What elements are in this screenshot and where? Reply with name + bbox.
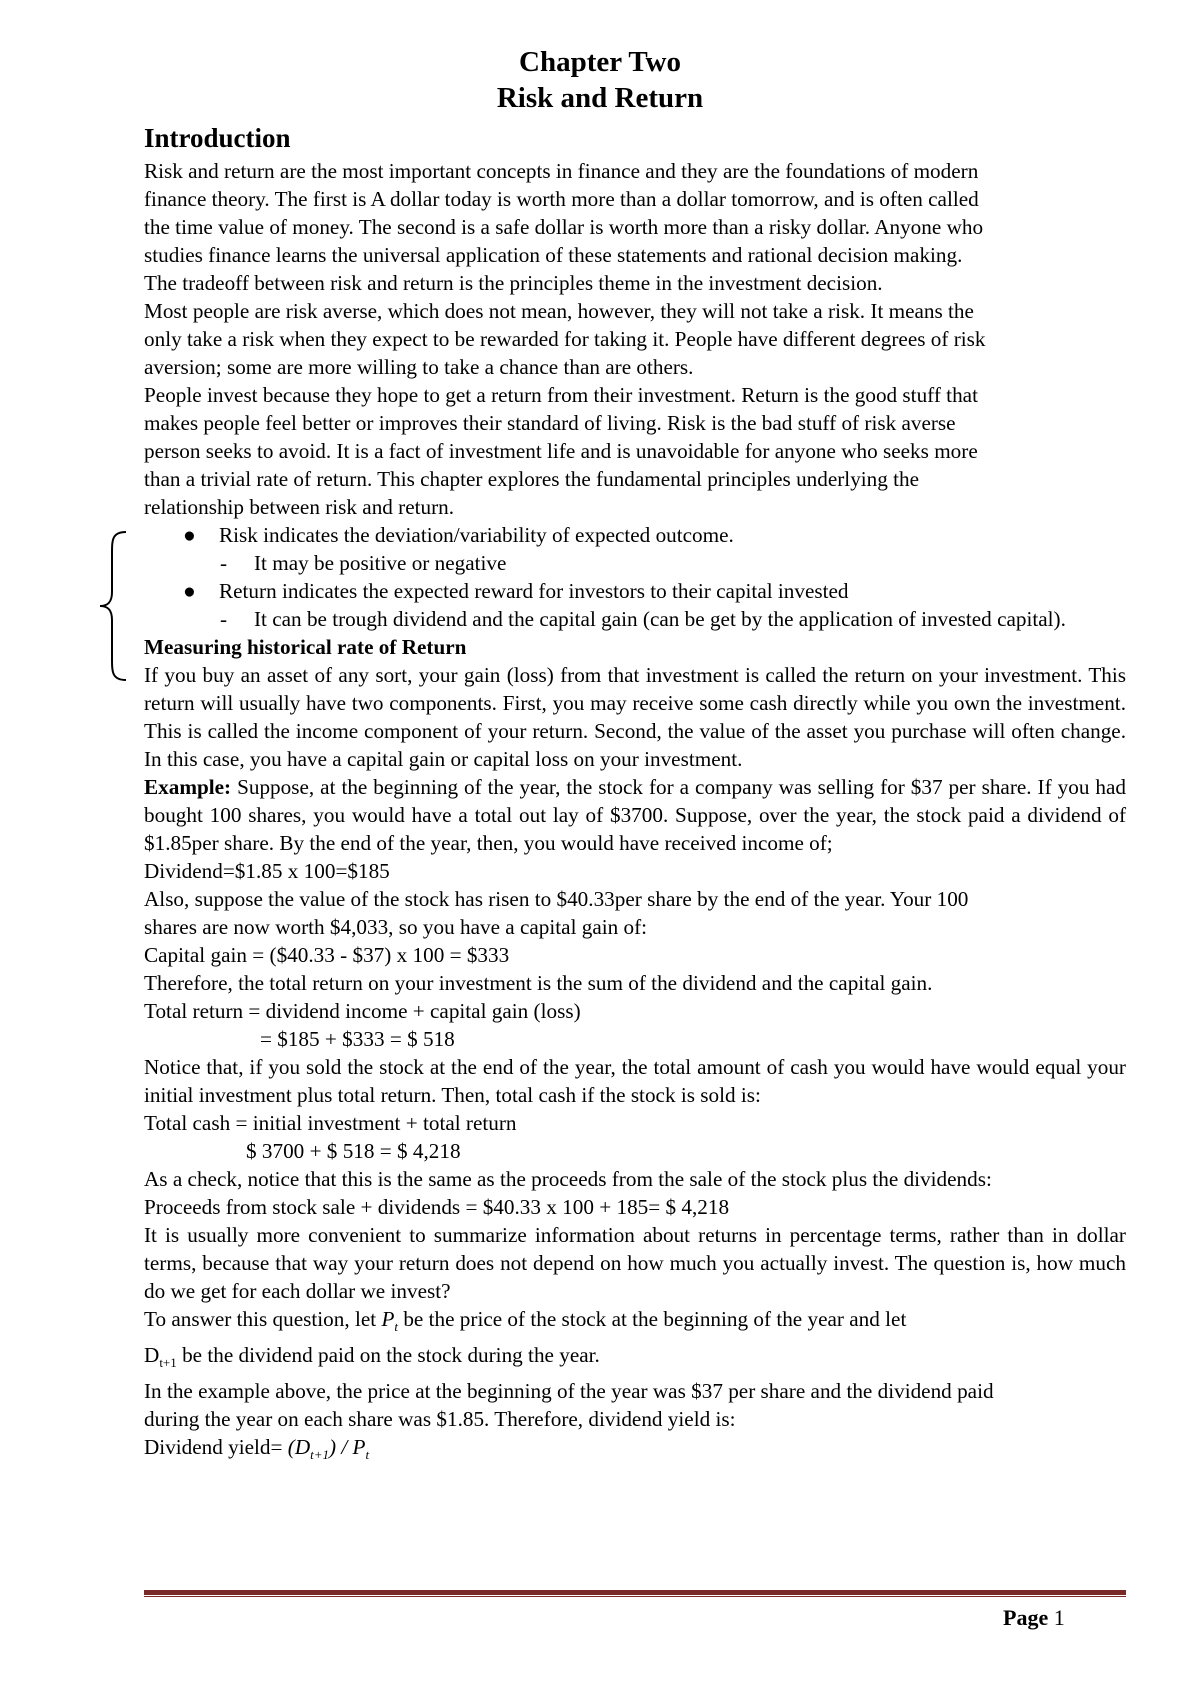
sub-bullet-text: It can be trough dividend and the capital gain (can be get by the application of invested capital). xyxy=(254,607,1066,631)
dividend-yield-line xyxy=(144,1433,1126,1469)
total-cash-value: $ 3700 + $ 518 = $ 4,218 xyxy=(246,1139,461,1163)
example-label: Example: xyxy=(144,775,232,799)
page-number xyxy=(1003,1605,1065,1631)
intro-line: person seeks to avoid. It is a fact of investment life and is unavoidable for anyone who seeks more xyxy=(144,439,978,463)
measuring-heading: Measuring historical rate of Return xyxy=(144,635,467,659)
intro-line: the time value of money. The second is a safe dollar is worth more than a risky dollar. Anyone who xyxy=(144,215,984,239)
convenient-paragraph: It is usually more convenient to summarize information about returns in percentage terms, rather than in dollar terms, because that way your return does not depend on how much you actually invest. The question is, how much do we get for each dollar we invest? xyxy=(144,1223,1126,1303)
chapter-subtitle: Risk and Return xyxy=(496,82,704,114)
bullet-text: Return indicates the expected reward for investors to their capital invested xyxy=(219,579,849,603)
total-return-line: Total return = dividend income + capital gain (loss) xyxy=(144,999,581,1023)
answer-line xyxy=(144,1305,1126,1341)
formula-part: (D xyxy=(287,1435,311,1460)
intro-heading: Introduction xyxy=(144,123,291,153)
intro-line: finance theory. The first is A dollar today is worth more than a dollar tomorrow, and is often called xyxy=(144,187,979,211)
bullet-dot-icon: ● xyxy=(183,579,196,603)
dividend-yield-formula xyxy=(287,1435,370,1463)
dividend-definition-line xyxy=(144,1341,1126,1377)
check-line: As a check, notice that this is the same as the proceeds from the sale of the stock plus the dividends: xyxy=(144,1167,992,1191)
intro-line: Most people are risk averse, which does not mean, however, they will not take a risk. It means the xyxy=(144,299,974,323)
dash-icon: - xyxy=(220,607,228,631)
total-return-value: = $185 + $333 = $ 518 xyxy=(260,1027,455,1051)
dividend-symbol-sub: t+1 xyxy=(159,1355,177,1371)
total-cash-line: Total cash = initial investment + total return xyxy=(144,1111,517,1135)
sub-bullet-text: It may be positive or negative xyxy=(254,551,507,575)
dash-icon: - xyxy=(220,551,228,575)
page-label: Page xyxy=(1003,1605,1049,1630)
example-text: Suppose, at the beginning of the year, the stock for a company was selling for $37 per share. If you had bought 100 shares, you would have a total out lay of $3700. Suppose, over the year, the stock paid a dividend of $1.85per share. By the end of the year, then, you would have received income of; xyxy=(144,775,1126,855)
answer-text-b: be the price of the stock at the beginning of the year and let xyxy=(398,1307,907,1331)
bullet-item xyxy=(144,577,1126,605)
formula-sub: t+1 xyxy=(310,1447,330,1463)
curly-brace-icon xyxy=(96,530,136,682)
proceeds-line: Proceeds from stock sale + dividends = $40.33 x 100 + 185= $ 4,218 xyxy=(144,1195,730,1219)
bullet-dot-icon: ● xyxy=(183,523,196,547)
notice-paragraph: Notice that, if you sold the stock at the end of the year, the total amount of cash you would have would equal your initial investment plus total return. Then, total cash if the stock is sold is: xyxy=(144,1055,1126,1107)
bullet-list xyxy=(144,521,1126,633)
bullet-text: Risk indicates the deviation/variability of expected outcome. xyxy=(219,523,734,547)
bullet-item xyxy=(144,521,1126,549)
formula-part: ) / P xyxy=(329,1435,366,1460)
also-line: Also, suppose the value of the stock has risen to $40.33per share by the end of the year. Your 100 xyxy=(144,887,969,911)
dividend-definition-text: be the dividend paid on the stock during the year. xyxy=(176,1343,600,1368)
capital-gain-line: Capital gain = ($40.33 - $37) x 100 = $333 xyxy=(144,943,510,967)
example-paragraph xyxy=(144,773,1126,857)
intro-line: aversion; some are more willing to take a chance than are others. xyxy=(144,355,694,379)
measuring-paragraph: If you buy an asset of any sort, your gain (loss) from that investment is called the return on your investment. This return will usually have two components. First, you may receive some cash directly while you own the investment. This is called the income component of your return. Second, the value of the asset you purchase will often change. In this case, you have a capital gain or capital loss on your investment. xyxy=(144,663,1126,771)
example-above-line: during the year on each share was $1.85. Therefore, dividend yield is: xyxy=(144,1407,736,1432)
intro-line: The tradeoff between risk and return is the principles theme in the investment decision. xyxy=(144,271,883,295)
intro-line: Risk and return are the most important concepts in finance and they are the foundations of modern xyxy=(144,159,979,183)
intro-line: relationship between risk and return. xyxy=(144,495,455,519)
price-symbol-letter: P xyxy=(381,1307,395,1331)
intro-line: People invest because they hope to get a return from their investment. Return is the good stuff that xyxy=(144,383,978,407)
dividend-line: Dividend=$1.85 x 100=$185 xyxy=(144,859,390,883)
also-line: shares are now worth $4,033, so you have a capital gain of: xyxy=(144,915,648,939)
footer-rule-thin xyxy=(144,1596,1126,1597)
answer-text-a: To answer this question, let xyxy=(144,1307,382,1331)
intro-line: than a trivial rate of return. This chapter explores the fundamental principles underlying the xyxy=(144,467,920,491)
dividend-symbol: D xyxy=(144,1343,160,1368)
intro-section xyxy=(144,157,1126,1470)
sub-bullet-item xyxy=(144,605,1126,633)
intro-line: only take a risk when they expect to be rewarded for taking it. People have different degrees of risk xyxy=(144,327,986,351)
footer-rule xyxy=(144,1590,1126,1595)
price-symbol-sub: t xyxy=(394,1319,399,1335)
page-number-value: 1 xyxy=(1053,1605,1065,1630)
intro-line: studies finance learns the universal application of these statements and rational decision making. xyxy=(144,243,963,267)
intro-line: makes people feel better or improves their standard of living. Risk is the bad stuff of risk averse xyxy=(144,411,956,435)
chapter-title: Chapter Two xyxy=(519,46,681,78)
price-symbol xyxy=(381,1307,399,1335)
example-above-line: In the example above, the price at the beginning of the year was $37 per share and the dividend paid xyxy=(144,1379,994,1404)
formula-sub: t xyxy=(365,1447,370,1463)
dividend-yield-label: Dividend yield= xyxy=(144,1435,288,1460)
sub-bullet-item xyxy=(144,549,1126,577)
therefore-line: Therefore, the total return on your investment is the sum of the dividend and the capital gain. xyxy=(144,971,933,995)
